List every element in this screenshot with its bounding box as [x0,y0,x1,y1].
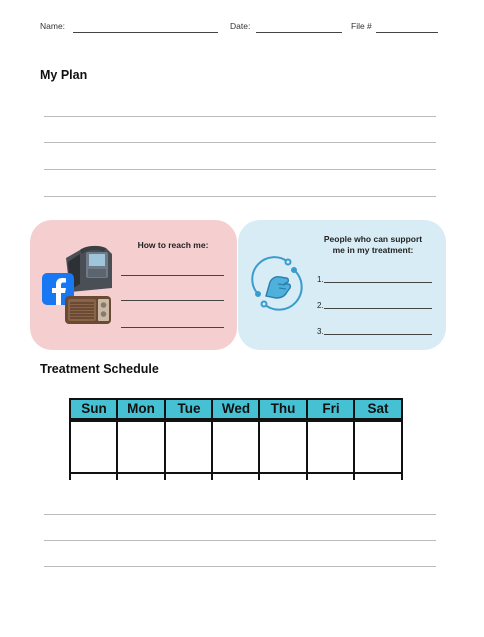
schedule-grid-line [258,398,260,480]
support-item-number: 1. [317,275,324,284]
day-header-fri: Fri [322,401,340,416]
schedule-grid-line [164,398,166,480]
day-header-sat: Sat [367,401,389,416]
day-header-wed: Wed [221,401,251,416]
file-number-label: File # [351,21,372,31]
support-line-1[interactable] [324,282,432,283]
support-item-number: 3. [317,327,324,336]
name-field[interactable] [73,32,218,33]
schedule-grid-line [116,398,118,480]
support-title [308,234,438,256]
support-item-number: 2. [317,301,324,310]
radio-icon [64,294,112,326]
name-label: Name: [40,21,66,31]
day-header-thu: Thu [270,401,296,416]
notes-line[interactable] [44,540,436,541]
reach-me-line[interactable] [121,327,224,328]
support-panel [238,220,446,350]
date-field[interactable] [256,32,342,33]
schedule-grid-line [353,398,355,480]
day-header-sun: Sun [81,401,107,416]
support-title-line1: People who can support [323,234,423,244]
header-fields [40,21,440,35]
support-line-2[interactable] [324,308,432,309]
reach-me-panel [30,220,237,350]
plan-line[interactable] [44,196,436,197]
notes-line[interactable] [44,566,436,567]
plan-line[interactable] [44,169,436,170]
notes-line[interactable] [44,514,436,515]
day-header-tue: Tue [177,401,201,416]
day-header-mon: Mon [127,401,155,416]
reach-me-line[interactable] [121,275,224,276]
schedule-grid-line [306,398,308,480]
plan-line[interactable] [44,142,436,143]
plan-line[interactable] [44,116,436,117]
file-number-field[interactable] [376,32,438,33]
support-line-3[interactable] [324,334,432,335]
schedule-grid-line [69,398,71,480]
schedule-grid-line [211,398,213,480]
helping-hand-icon [248,254,304,312]
treatment-schedule-title: Treatment Schedule [40,362,159,376]
date-label: Date: [230,21,251,31]
reach-me-title: How to reach me: [137,240,209,250]
reach-me-line[interactable] [121,300,224,301]
my-plan-title: My Plan [40,68,88,82]
schedule-table [69,398,403,476]
support-title-line2: me in my treatment: [332,245,414,255]
schedule-grid-line [401,398,403,480]
